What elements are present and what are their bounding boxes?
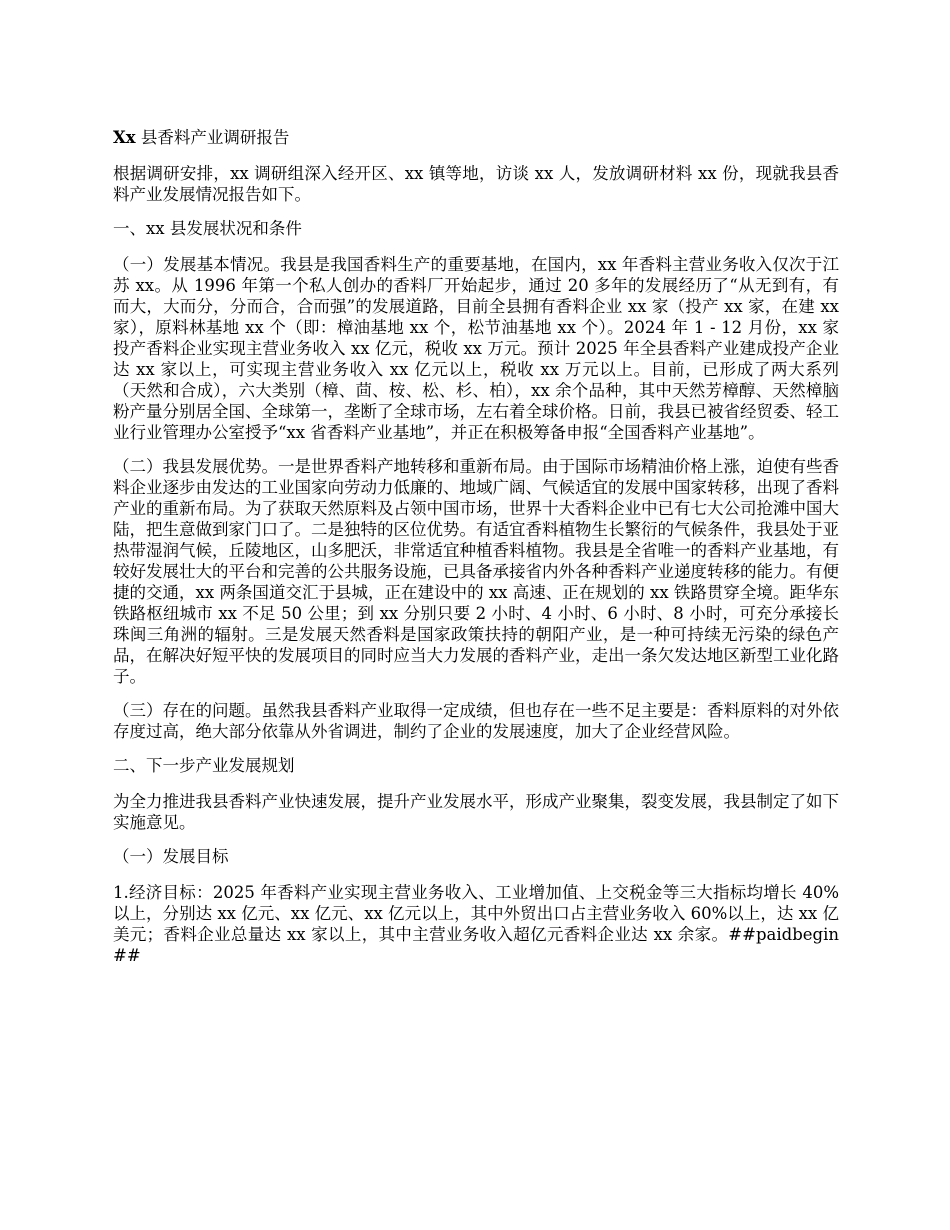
document-title (113, 127, 839, 148)
section-1-paragraph-basic: （一）发展基本情况。我县是我国香料生产的重要基地，在国内，xx 年香料主营业务收入仅次于江苏 xx。从 1996 年第一个私人创办的香料厂开始起步，通过 20 多年的发展经历了“从无到有，有而大，大而分，分而合，合而强”的发展道路，目前全县拥有香料企业 xx 家（投产 xx 家，在建 xx 家），原料林基地 xx 个（即：樟油基地 xx 个，松节油基地 xx 个）。2024 年 1 - 12 月份，xx 家投产香料企业实现主营业务收入 xx 亿元，税收 xx 万元。预计 2025 年全县香料产业建成投产企业达 xx 家以上，可实现主营业务收入 xx 亿元以上，税收 xx 万元以上。目前，已形成了两大系列（天然和合成），六大类别（樟、茴、桉、松、杉、柏），xx 余个品种，其中天然芳樟醇、天然樟脑粉产量分别居全国、全球第一，垄断了全球市场，左右着全球价格。日前，我县已被省经贸委、轻工业行业管理办公室授予“xx 省香料产业基地”，并正在积极筹备申报“全国香料产业基地”。 (113, 255, 839, 442)
document-page (113, 127, 839, 979)
intro-paragraph: 根据调研安排，xx 调研组深入经开区、xx 镇等地，访谈 xx 人，发放调研材料 xx 份，现就我县香料产业发展情况报告如下。 (113, 164, 839, 204)
section-1-heading: 一、xx 县发展状况和条件 (113, 219, 302, 238)
title-prefix: Xx (113, 128, 136, 147)
section-2-subheading-goals: （一）发展目标 (113, 847, 229, 866)
section-2-heading: 二、下一步产业发展规划 (113, 756, 295, 775)
section-2-paragraph-intro: 为全力推进我县香料产业快速发展，提升产业发展水平，形成产业聚集，裂变发展，我县制定了如下实施意见。 (113, 792, 839, 832)
section-1-paragraph-advantages: （二）我县发展优势。一是世界香料产地转移和重新布局。由于国际市场精油价格上涨，迫使有些香料企业逐步由发达的工业国家向劳动力低廉的、地域广阔、气候适宜的发展中国家转移，出现了香料产业的重新布局。为了获取天然原料及占领中国市场，世界十大香料企业中已有七大公司抢滩中国大陆，把生意做到家门口了。二是独特的区位优势。有适宜香料植物生长繁衍的气候条件，我县处于亚热带湿润气候，丘陵地区，山多肥沃，非常适宜种植香料植物。我县是全省唯一的香料产业基地，有较好发展壮大的平台和完善的公共服务设施，已具备承接省内外各种香料产业递度转移的能力。有便捷的交通，xx 两条国道交汇于县城，正在建设中的 xx 高速、正在规划的 xx 铁路贯穿全境。距华东铁路枢纽城市 xx 不足 50 公里；到 xx 分别只要 2 小时、4 小时、6 小时、8 小时，可充分承接长珠闽三角洲的辐射。三是发展天然香料是国家政策扶持的朝阳产业，是一种可持续无污染的绿色产品，在解决好短平快的发展项目的同时应当大力发展的香料产业，走出一条欠发达地区新型工业化路子。 (113, 457, 839, 686)
title-text: 县香料产业调研报告 (135, 128, 290, 147)
section-1-paragraph-problems: （三）存在的问题。虽然我县香料产业取得一定成绩，但也存在一些不足主要是：香料原料的对外依存度过高，绝大部分依靠从外省调进，制约了企业的发展速度，加大了企业经营风险。 (113, 701, 839, 741)
section-2-paragraph-economic-goals: 1.经济目标：2025 年香料产业实现主营业务收入、工业增加值、上交税金等三大指标均增长 40%以上，分别达 xx 亿元、xx 亿元、xx 亿元以上，其中外贸出口占主营业务收入 60%以上，达 xx 亿美元；香料企业总量达 xx 家以上，其中主营业务收入超亿元香料企业达 xx 余家。##paidbegin## (113, 883, 839, 965)
